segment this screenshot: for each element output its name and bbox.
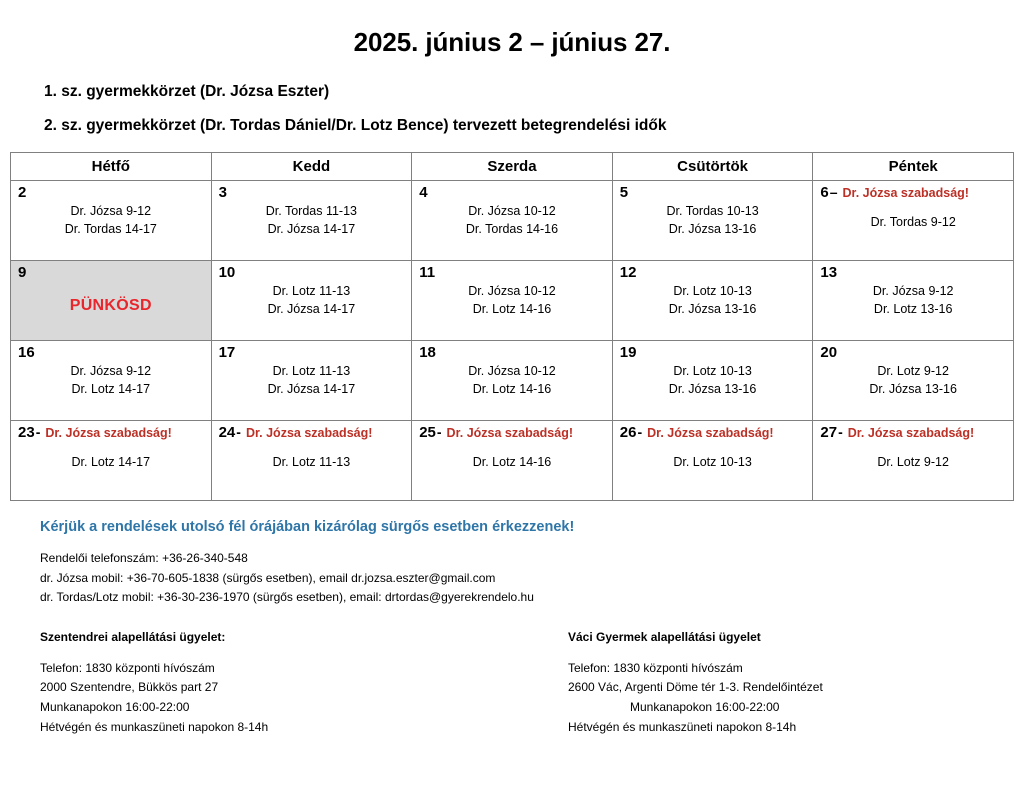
weekday-header-tuesday: Kedd (211, 153, 412, 181)
appointment-slot-line: Dr. Tordas 9-12 (870, 214, 956, 229)
urgent-notice: Kérjük a rendelések utolsó fél órájában kizárólag sürgős esetben érkezzenek! (40, 519, 575, 536)
table-body (11, 181, 1014, 501)
day-number: 23 (18, 424, 35, 442)
day-number-row (613, 341, 813, 361)
calendar-week-row (11, 421, 1014, 501)
calendar-week-row (11, 181, 1014, 261)
vacation-note: Dr. Józsa szabadság! (45, 426, 172, 441)
duty-phone-vac: Telefon: 1830 központi hívószám (568, 660, 743, 675)
appointment-slots (613, 441, 813, 472)
day-number: 10 (218, 264, 236, 282)
calendar-day-cell[interactable] (813, 181, 1014, 261)
day-number-row (813, 341, 1013, 361)
day-number-row (813, 421, 1013, 441)
appointment-slots (613, 281, 813, 319)
calendar-day-cell[interactable] (11, 181, 212, 261)
calendar-day-cell[interactable] (11, 261, 212, 341)
day-note-separator: - (838, 424, 843, 441)
duty-phone-szentendre: Telefon: 1830 központi hívószám (40, 660, 215, 675)
appointment-slot-line: Dr. Lotz 10-13 (673, 454, 752, 469)
holiday-label: PÜNKÖSD (69, 296, 152, 314)
day-number-row (613, 421, 813, 441)
appointment-slots (813, 201, 1013, 232)
calendar-week-row (11, 341, 1014, 421)
day-number: 13 (820, 264, 838, 282)
duty-title-szentendre: Szentendrei alapellátási ügyelet: (40, 629, 226, 644)
day-number: 9 (18, 264, 27, 282)
appointment-slots (412, 281, 612, 319)
appointment-slot-line: Dr. Lotz 13-16 (873, 301, 953, 316)
appointment-slots (813, 441, 1013, 472)
appointment-slot-line: Dr. Tordas 14-16 (465, 221, 559, 236)
appointment-slot-line: Dr. Józsa 10-12 (468, 203, 556, 218)
appointment-slot-line: Dr. Lotz 11-13 (272, 363, 351, 378)
day-note-separator: - (35, 424, 41, 441)
calendar-day-cell[interactable] (612, 421, 813, 501)
appointment-slot-line: Dr. Lotz 11-13 (272, 454, 351, 469)
appointment-slot-line: Dr. Lotz 14-16 (472, 301, 552, 316)
schedule-table (10, 152, 1014, 501)
appointment-slot-line: Dr. Lotz 10-13 (673, 363, 752, 378)
appointment-slot-line: Dr. Józsa 13-16 (668, 221, 757, 236)
appointment-slot-line: Dr. Józsa 13-16 (869, 381, 957, 396)
appointment-slot-line: Dr. Lotz 14-17 (71, 454, 151, 469)
appointment-slot-line: Dr. Józsa 14-17 (267, 381, 356, 396)
subtitle-district-1: 1. sz. gyermekkörzet (Dr. Józsa Eszter) (44, 82, 330, 100)
appointment-slot-line: Dr. Józsa 9-12 (872, 283, 954, 298)
appointment-slot-line: Dr. Tordas 11-13 (265, 203, 358, 218)
day-number-row (813, 261, 1013, 281)
appointment-slots (813, 361, 1013, 399)
day-number: 12 (619, 264, 637, 282)
appointment-slots (412, 441, 612, 472)
day-number-row (212, 341, 412, 361)
day-number: 24 (218, 424, 236, 442)
day-number-row (11, 421, 211, 441)
day-number: 6 (820, 184, 829, 202)
day-number: 26 (619, 424, 637, 442)
day-number: 27 (820, 424, 838, 442)
calendar-week-row (11, 261, 1014, 341)
calendar-container (10, 152, 1014, 501)
appointment-slots (212, 201, 412, 239)
weekday-header-monday: Hétfő (11, 153, 212, 181)
table-header (11, 153, 1014, 181)
calendar-day-cell[interactable] (412, 261, 613, 341)
appointment-slot-line: Dr. Lotz 14-17 (71, 381, 151, 396)
day-note-separator: – (829, 184, 838, 201)
day-number: 17 (218, 344, 236, 362)
day-number: 3 (218, 184, 227, 202)
calendar-day-cell[interactable] (813, 261, 1014, 341)
calendar-day-cell[interactable] (211, 421, 412, 501)
day-number-row (613, 261, 813, 281)
day-number: 4 (419, 184, 428, 202)
duty-address-vac: 2600 Vác, Argenti Döme tér 1-3. Rendelőintézet (568, 680, 823, 695)
duty-service-vac (530, 630, 1024, 738)
day-number-row (11, 341, 211, 361)
appointment-slots (412, 201, 612, 239)
appointment-slot-line: Dr. Józsa 9-12 (70, 203, 152, 218)
subtitle-district-2: 2. sz. gyermekkörzet (Dr. Tordas Dániel/Dr. Lotz Bence) tervezett betegrendelési idők (44, 117, 667, 135)
duty-title-vac: Váci Gyermek alapellátási ügyelet (568, 629, 761, 644)
day-number: 25 (419, 424, 436, 442)
duty-weekday-hours-vac: Munkanapokon 16:00-22:00 (630, 699, 780, 714)
vacation-note: Dr. Józsa szabadság! (847, 426, 975, 441)
appointment-slots (212, 361, 412, 399)
calendar-day-cell[interactable] (11, 341, 212, 421)
appointment-slots (11, 361, 211, 399)
weekday-header-row (11, 153, 1014, 181)
appointment-slot-line: Dr. Lotz 11-13 (272, 283, 351, 298)
appointment-slots (212, 441, 412, 472)
subtitle-block (44, 83, 1024, 136)
weekday-header-thursday: Csütörtök (612, 153, 813, 181)
appointment-slot-line: Dr. Lotz 14-16 (472, 454, 552, 469)
appointment-slot-line: Dr. Lotz 9-12 (877, 454, 949, 469)
calendar-day-cell[interactable] (612, 181, 813, 261)
calendar-day-cell[interactable] (813, 421, 1014, 501)
day-number: 5 (619, 184, 629, 202)
duty-weekend-hours-vac: Hétvégén és munkaszüneti napokon 8-14h (568, 719, 797, 734)
appointment-slot-line: Dr. Józsa 10-12 (468, 283, 556, 298)
vacation-note: Dr. Józsa szabadság! (446, 426, 573, 441)
day-number: 16 (18, 344, 35, 362)
day-number-row (212, 181, 412, 201)
calendar-day-cell[interactable] (211, 181, 412, 261)
contact-jozsa-mobile: dr. Józsa mobil: +36-70-605-1838 (sürgős esetben), email dr.jozsa.eszter@gmail.com (40, 570, 496, 585)
appointment-slots (813, 281, 1013, 319)
day-note-separator: - (637, 424, 643, 441)
duty-services (0, 630, 1024, 738)
day-number: 18 (419, 344, 436, 362)
appointment-slot-line: Dr. Tordas 10-13 (666, 203, 759, 218)
weekday-header-wednesday: Szerda (412, 153, 613, 181)
appointment-slot-line: Dr. Józsa 13-16 (668, 381, 757, 396)
weekday-header-friday: Péntek (813, 153, 1014, 181)
calendar-day-cell[interactable] (612, 261, 813, 341)
appointment-slot-line: Dr. Józsa 10-12 (468, 363, 556, 378)
duty-weekday-hours-szentendre: Munkanapokon 16:00-22:00 (40, 699, 190, 714)
appointment-slot-line: Dr. Lotz 14-16 (472, 381, 552, 396)
day-number-row (412, 341, 612, 361)
appointment-slots (613, 361, 813, 399)
appointment-slot-line: Dr. Tordas 14-17 (64, 221, 157, 236)
appointment-slot-line: Dr. Józsa 13-16 (668, 301, 757, 316)
appointment-slots (613, 201, 813, 239)
duty-service-szentendre (0, 630, 530, 738)
appointment-slot-line: Dr. Józsa 14-17 (267, 301, 356, 316)
day-number-row (412, 261, 612, 281)
calendar-day-cell[interactable] (211, 261, 412, 341)
day-number-row (212, 421, 412, 441)
page-title: 2025. június 2 – június 27. (353, 27, 671, 57)
day-number-row (412, 421, 612, 441)
appointment-slots (212, 281, 412, 319)
appointment-slot-line: Dr. Lotz 9-12 (877, 363, 949, 378)
calendar-day-cell[interactable] (211, 341, 412, 421)
contact-list (40, 549, 1024, 607)
day-number-row (11, 261, 211, 281)
calendar-day-cell[interactable] (612, 341, 813, 421)
calendar-day-cell[interactable] (412, 421, 613, 501)
calendar-day-cell[interactable] (412, 341, 613, 421)
day-number: 2 (18, 184, 27, 202)
vacation-note: Dr. Józsa szabadság! (842, 186, 969, 201)
contact-tordas-lotz-mobile: dr. Tordas/Lotz mobil: +36-30-236-1970 (sürgős esetben), email: drtordas@gyerekrendelo.hu (40, 590, 534, 605)
calendar-day-cell[interactable] (11, 421, 212, 501)
appointment-slots (11, 441, 211, 472)
day-number: 11 (419, 264, 436, 282)
day-number-row (813, 181, 1013, 201)
appointment-slots (412, 361, 612, 399)
appointment-slot-line: Dr. Józsa 9-12 (70, 363, 152, 378)
appointment-slots (11, 201, 211, 239)
calendar-day-cell[interactable] (813, 341, 1014, 421)
day-number: 19 (619, 344, 637, 362)
appointment-slot-line: Dr. Lotz 10-13 (673, 283, 752, 298)
calendar-day-cell[interactable] (412, 181, 613, 261)
contact-office-phone: Rendelői telefonszám: +36-26-340-548 (40, 551, 248, 566)
duty-address-szentendre: 2000 Szentendre, Bükkös part 27 (40, 680, 219, 695)
day-number-row (412, 181, 612, 201)
day-note-separator: - (436, 424, 442, 441)
day-note-separator: - (236, 424, 241, 441)
day-number: 20 (820, 344, 838, 362)
duty-weekend-hours-szentendre: Hétvégén és munkaszüneti napokon 8-14h (40, 719, 269, 734)
appointment-slot-line: Dr. Józsa 14-17 (267, 221, 356, 236)
day-number-row (212, 261, 412, 281)
vacation-note: Dr. Józsa szabadság! (245, 426, 373, 441)
day-number-row (11, 181, 211, 201)
vacation-note: Dr. Józsa szabadság! (647, 426, 774, 441)
day-number-row (613, 181, 813, 201)
